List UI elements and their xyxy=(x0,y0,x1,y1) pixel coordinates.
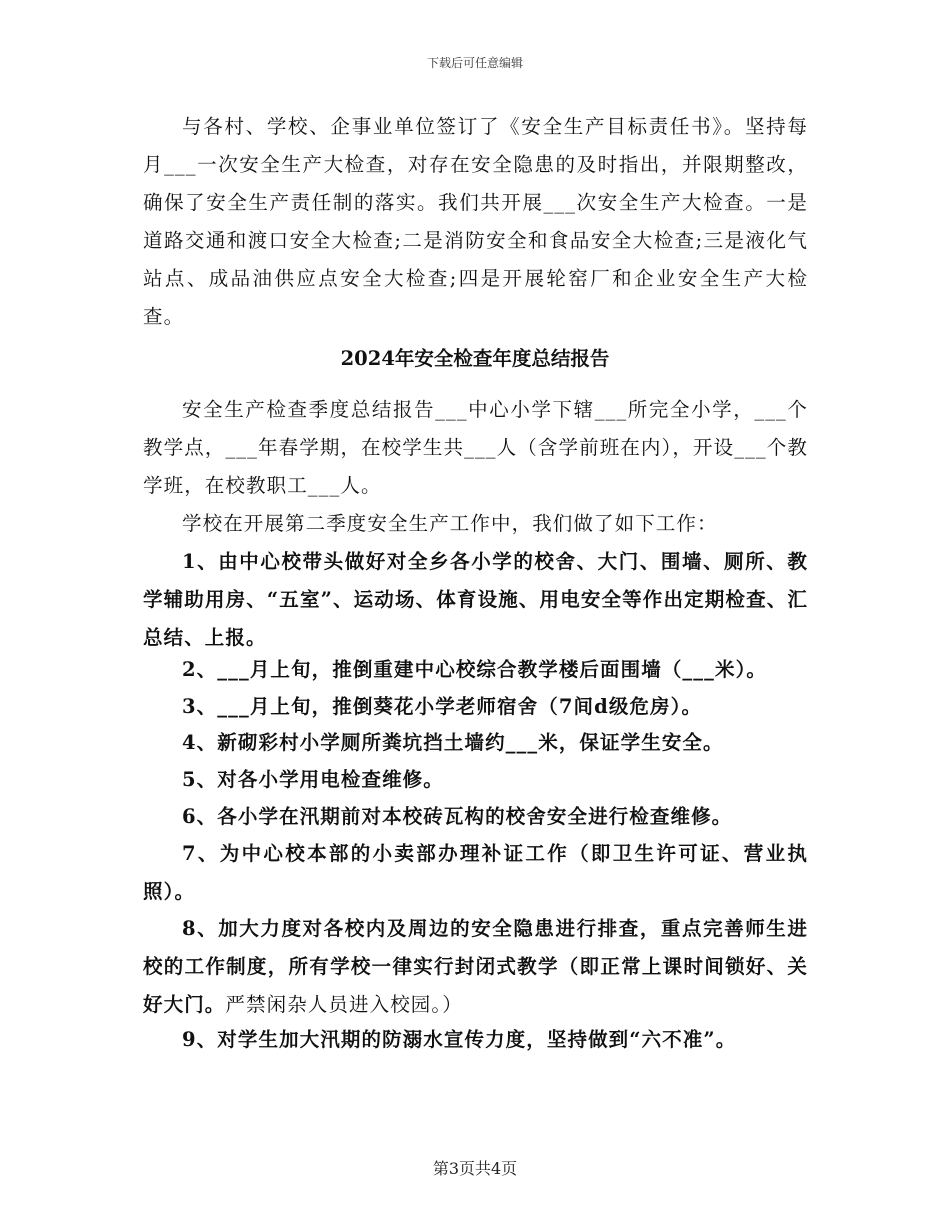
intro-paragraph: 与各村、学校、企事业单位签订了《安全生产目标责任书》。坚持每月___一次安全生产大检查，对存在安全隐患的及时指出，并限期整改，确保了安全生产责任制的落实。我们共开展___次安全生产大检查。一是道路交通和渡口安全大检查;二是消防安全和食品安全大检查;三是液化气站点、成品油供应点安全大检查;四是开展轮窑厂和企业安全生产大检查。 xyxy=(143,115,808,328)
page-footer: 第3页共4页 xyxy=(432,1159,518,1178)
header-note: 下载后可任意编辑 xyxy=(426,56,523,70)
list-item-6: 6、各小学在汛期前对本校砖瓦构的校舍安全进行检查维修。 xyxy=(182,805,733,828)
lead-paragraph: 学校在开展第二季度安全生产工作中，我们做了如下工作： xyxy=(182,512,718,535)
page-title: 2024年安全检查年度总结报告 xyxy=(340,347,610,370)
list-item-8 xyxy=(143,910,808,1024)
summary-paragraph: 安全生产检查季度总结报告___中心小学下辖___所完全小学，___个教学点，___年春学期，在校学生共___人（含学前班在内），开设___个教学班，在校教职工___人。 xyxy=(143,398,808,497)
list-item-4: 4、新砌彩村小学厕所粪坑挡土墙约___米，保证学生安全。 xyxy=(182,731,724,754)
list-item-1: 1、由中心校带头做好对全乡各小学的校舍、大门、围墙、厕所、教学辅助用房、“五室”、运动场、体育设施、用电安全等作出定期检查、汇总结、上报。 xyxy=(143,550,808,649)
list-item-8-main: 8、加大力度对各校内及周边的安全隐患进行排查，重点完善师生进校的工作制度，所有学校一律实行封闭式教学（即正常上课时间锁好、关好大门。 xyxy=(143,917,808,1016)
list-item-9: 9、对学生加大汛期的防溺水宣传力度，坚持做到“六不准”。 xyxy=(182,1028,737,1051)
list-item-7: 7、为中心校本部的小卖部办理补证工作（即卫生许可证、营业执照）。 xyxy=(143,842,808,903)
list-item-8-note: 严禁闲杂人员进入校园。） xyxy=(225,993,463,1016)
list-item-3: 3、___月上旬，推倒葵花小学老师宿舍（7间d级危房）。 xyxy=(182,695,703,718)
list-item-2: 2、___月上旬，推倒重建中心校综合教学楼后面围墙（___米）。 xyxy=(182,658,768,681)
list-item-5: 5、对各小学用电检查维修。 xyxy=(182,768,444,791)
